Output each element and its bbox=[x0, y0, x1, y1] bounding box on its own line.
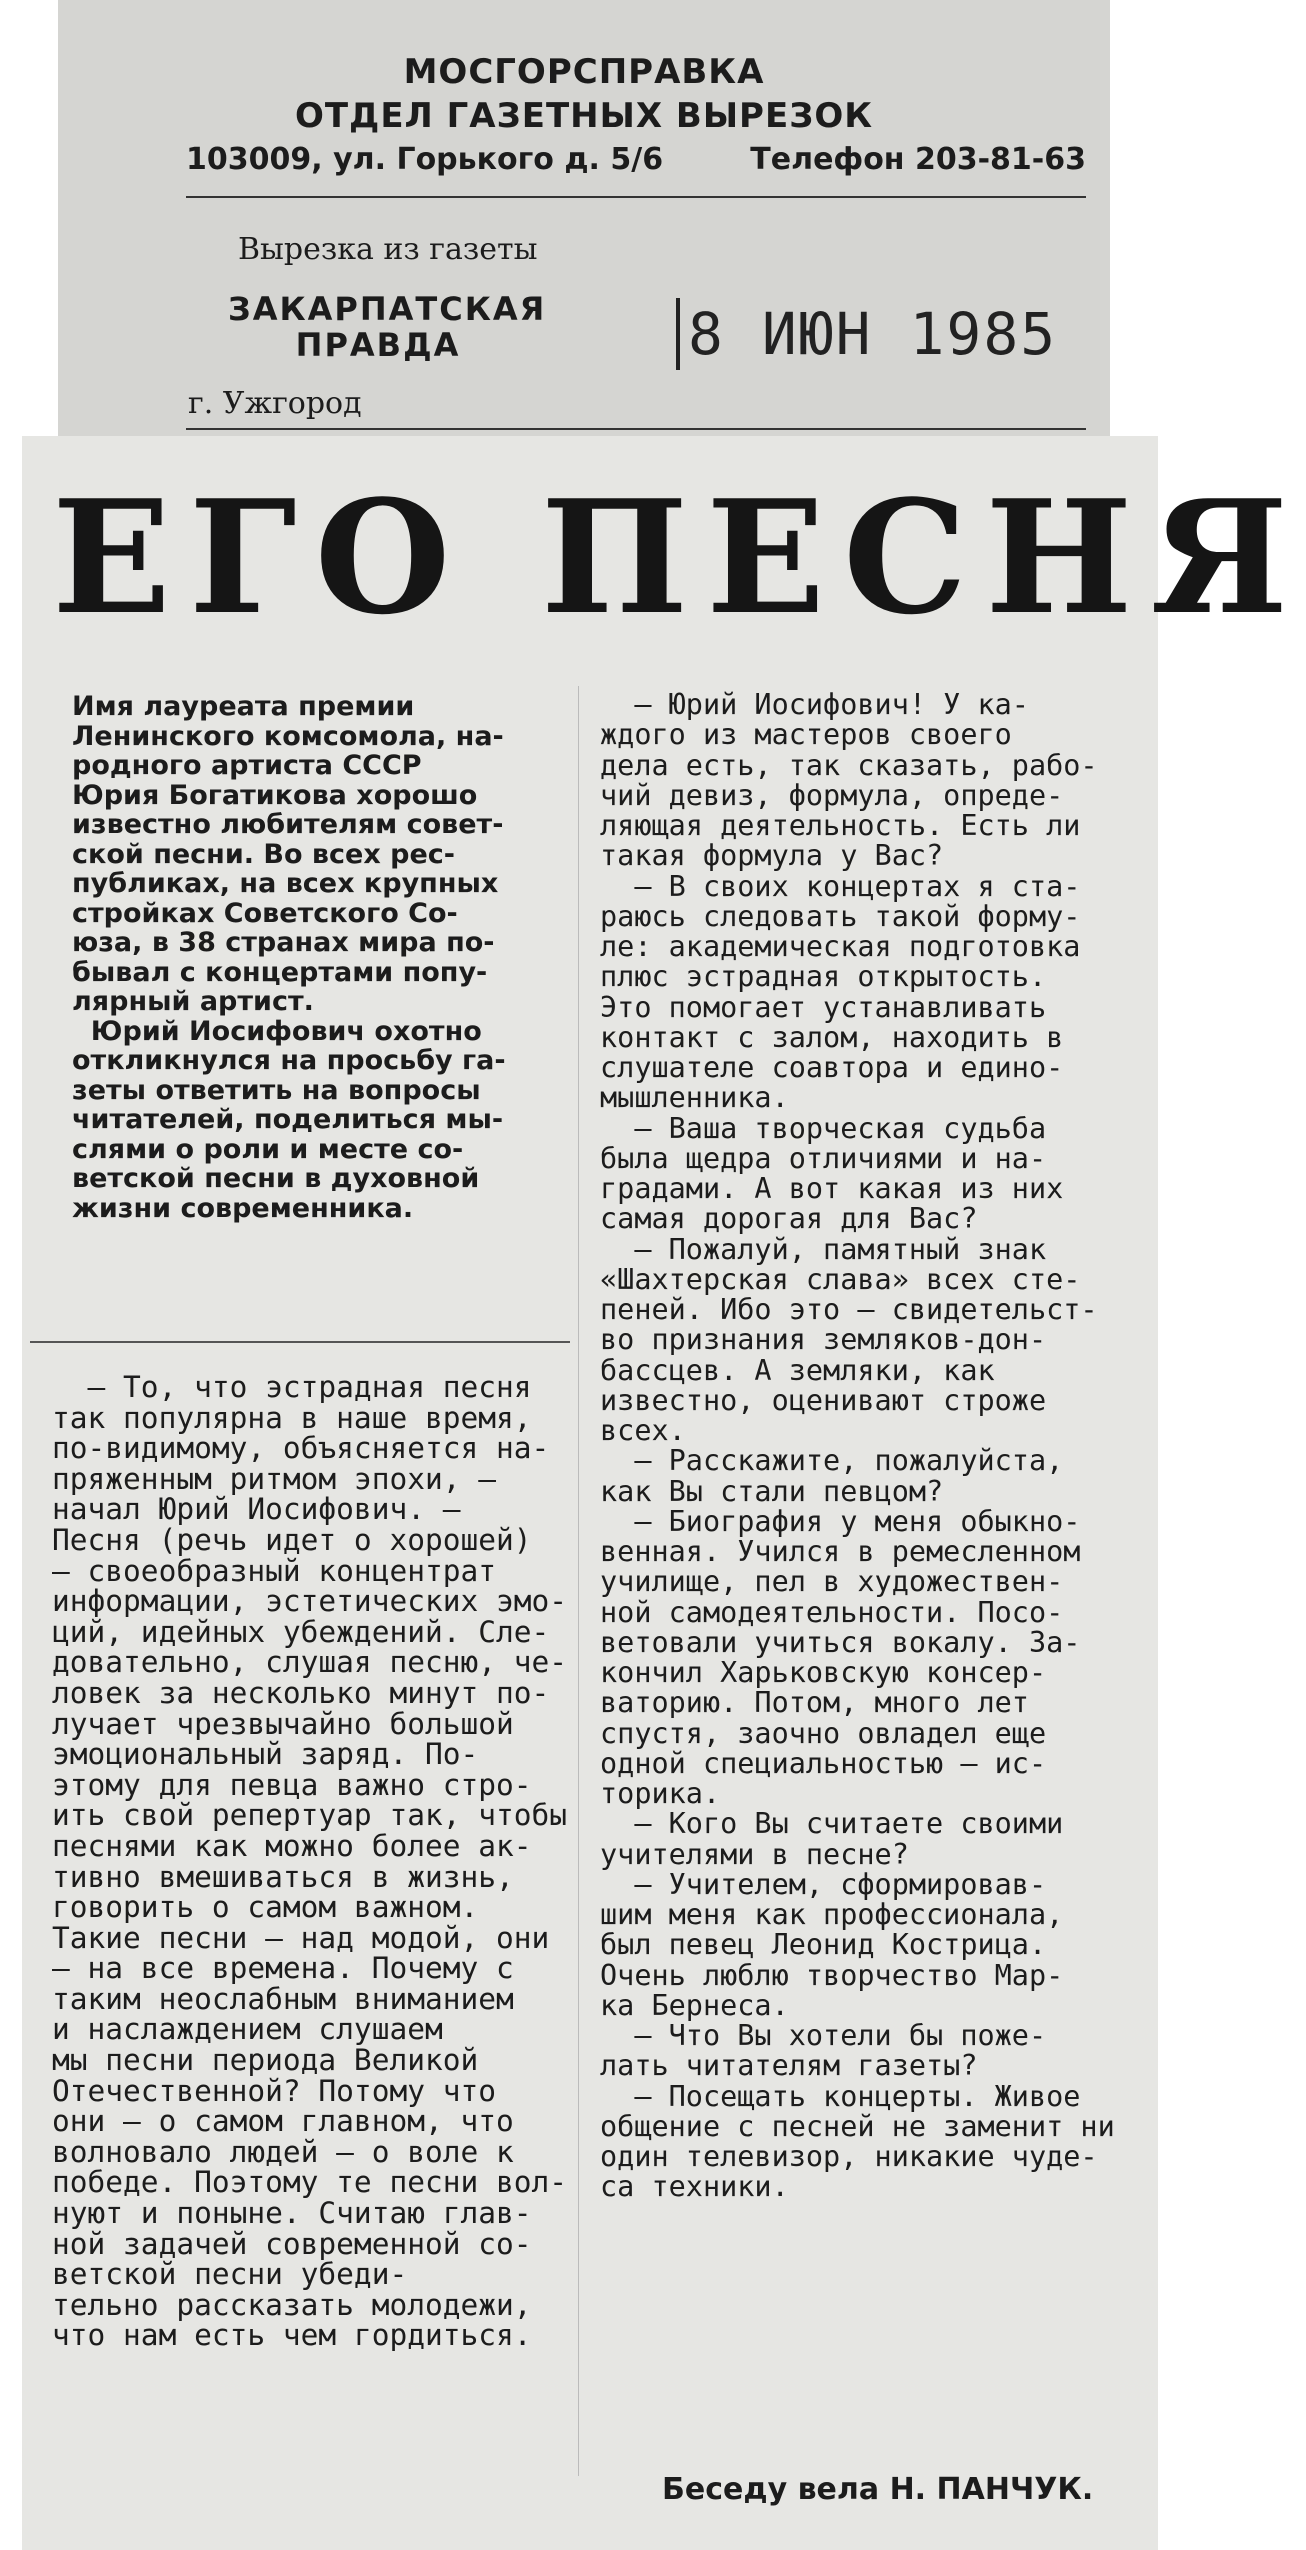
article-intro: Имя лауреата премии Ленинского комсомола, на- родного артиста СССР Юрия Богатикова хорошо известно любителям совет- ской песни. Во всех рес- публиках, на всех крупных стройках Советского Со- юза, в 38 странах мира по- бывал с концертами попу- лярный артист. Юрий Иосифович охотно откликнулся на просьбу га- зеты ответить на вопросы читателей, поделиться мы- слями о роли и месте со- ветской песни в духовной жизни современника. bbox=[72, 691, 506, 1224]
stamp-newspaper-name-line1: ЗАКАРПАТСКАЯ bbox=[228, 290, 547, 328]
clipping-service-stamp bbox=[58, 0, 1110, 440]
stamp-organization: МОСГОРСПРАВКА bbox=[403, 52, 765, 92]
stamp-address-line bbox=[186, 142, 1086, 186]
stamp-address: 103009, ул. Горького д. 5/6 bbox=[186, 142, 664, 177]
article-headline: ЕГО ПЕСНЯ bbox=[52, 466, 1306, 649]
column-divider bbox=[578, 686, 579, 2476]
newspaper-clipping bbox=[22, 436, 1306, 2550]
stamp-city: г. Ужгород bbox=[188, 386, 362, 421]
intro-divider bbox=[30, 1341, 570, 1343]
stamp-department: ОТДЕЛ ГАЗЕТНЫХ ВЫРЕЗОК bbox=[294, 96, 874, 136]
stamp-cut-label: Вырезка из газеты bbox=[238, 232, 538, 267]
stamp-rule-bottom bbox=[186, 428, 1086, 430]
article-left-column: — То, что эстрадная песня так популярна в наше время, по-видимому, объясняется на- пряженным ритмом эпохи, — начал Юрий Иосифович. — Песня (речь идет о хорошей) — своеобразный концентрат информации, эстетических эмо- ций, идейных убеждений. Сле- довательно, слушая песню, че- ловек за несколько минут по- лучает чрезвычайно большой эмоциональный заряд. По- этому для певца важно стро- ить свой репертуар так, чтобы песнями как можно более ак- тивно вмешиваться в жизнь, говорить о самом важном. Такие песни — над модой, они — на все времена. Почему с таким неослабным вниманием и наслаждением слушаем мы песни периода Великой Отечественной? Потому что они — о самом главном, что волновало людей — о воле к победе. Поэтому те песни вол- нуют и поныне. Считаю глав- ной задачей современной со- ветской песни убеди- тельно рассказать молодежи, что нам есть чем гордиться. bbox=[52, 1370, 568, 2353]
stamp-date: 8 ИЮН 1985 bbox=[688, 300, 1058, 368]
article-right-column: — Юрий Иосифович! У ка- ждого из мастеров своего дела есть, так сказать, рабо- чий девиз, формула, опреде- ляющая деятельность. Есть ли такая формула у Вас? — В своих концертах я ста- раюсь следовать такой форму- ле: академическая подготовка плюс эстрадная открытость. Это помогает устанавливать контакт с залом, находить в слушателе соавтора и едино- мышленника. — Ваша творческая судьба была щедра отличиями и на- градами. А вот какая из них самая дорогая для Вас? — Пожалуй, памятный знак «Шахтерская слава» всех сте- пеней. Ибо это — свидетельст- во признания земляков-дон- бассцев. А земляки, как известно, оценивают строже всех. — Расскажите, пожалуйста, как Вы стали певцом? — Биография у меня обыкно- венная. Учился в ремесленном училище, пел в художествен- ной самодеятельности. Посо- ветовали учиться вокалу. За- кончил Харьковскую консер- ваторию. Потом, много лет спустя, заочно овладел еще одной специальностью — ис- торика. — Кого Вы считаете своими учителями в песне? — Учителем, сформировав- шим меня как профессионала, был певец Леонид Кострица. Очень люблю творчество Мар- ка Бернеса. — Что Вы хотели бы поже- лать читателям газеты? — Посещать концерты. Живое общение с песней не заменит ни один телевизор, никакие чуде- са техники. bbox=[600, 688, 1115, 2204]
article-signature: Беседу вела Н. ПАНЧУК. bbox=[662, 2472, 1094, 2507]
stamp-phone: Телефон 203-81-63 bbox=[750, 142, 1086, 177]
stamp-newspaper-name-line2: ПРАВДА bbox=[295, 326, 461, 364]
stamp-rule-top bbox=[186, 196, 1086, 198]
